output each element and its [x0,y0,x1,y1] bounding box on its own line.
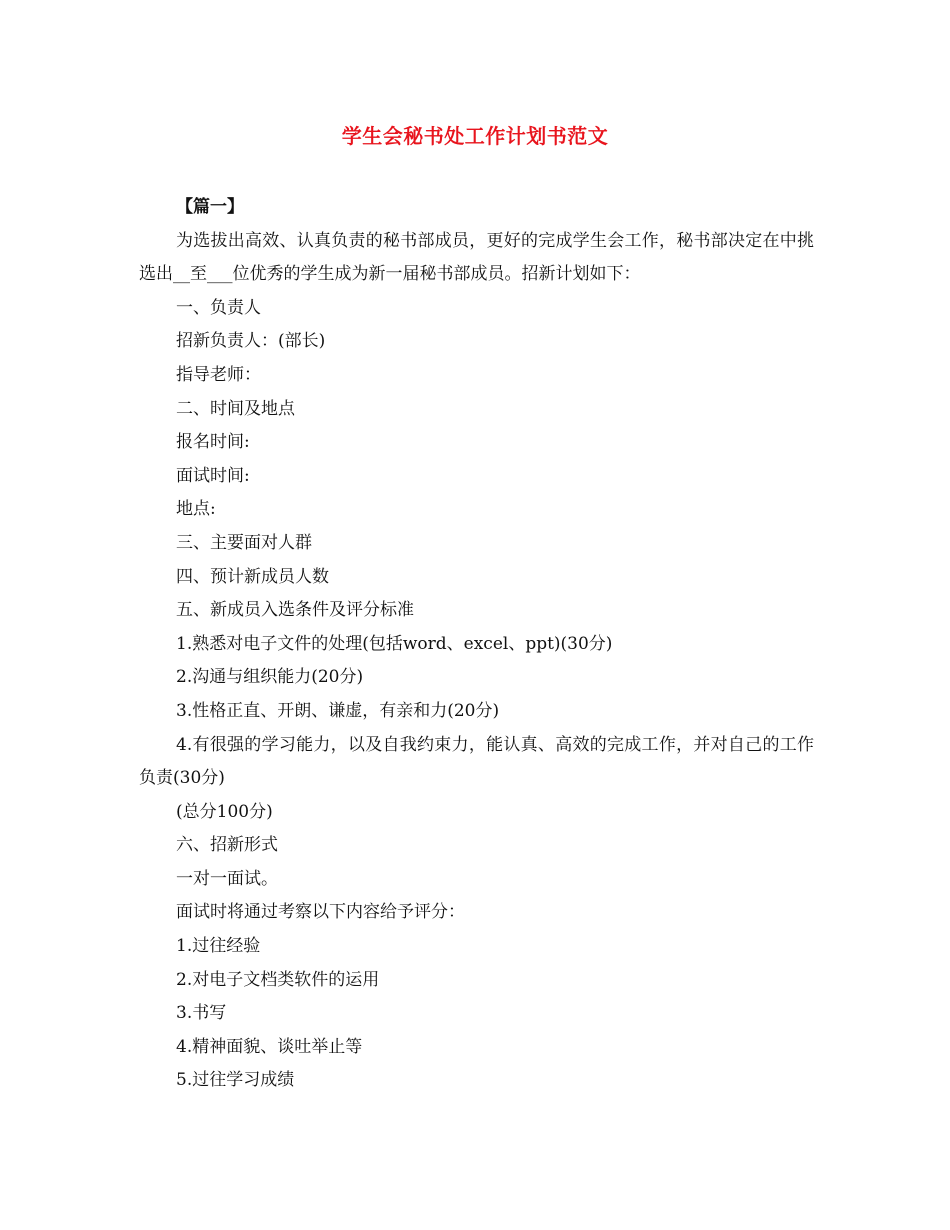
recruitment-lead-line: 招新负责人：(部长) [176,331,326,352]
section-heading-time-place: 二、时间及地点 [176,398,295,419]
interview-time-line: 面试时间: [176,465,250,486]
evaluation-item: 5.过往学习成绩 [176,1070,295,1091]
section-heading-target-group: 三、主要面对人群 [176,532,312,553]
total-score-line: (总分100分) [176,801,273,822]
evaluation-item: 3.书写 [176,1003,227,1024]
criteria-item: 4.有很强的学习能力，以及自我约束力，能认真、高效的完成工作，并对自己的工作负责(30分) [139,734,814,789]
criteria-item: 3.性格正直、开朗、谦虚，有亲和力(20分) [176,700,500,721]
registration-time-line: 报名时间: [176,432,250,453]
evaluation-item: 4.精神面貌、谈吐举止等 [176,1036,363,1057]
section-heading-person-in-charge: 一、负责人 [176,297,261,318]
format-line: 一对一面试。 [176,868,278,889]
evaluation-item: 2.对电子文档类软件的运用 [176,969,380,990]
section-label-part-one: 【篇一】 [176,197,244,217]
evaluation-intro-line: 面试时将通过考察以下内容给予评分： [176,902,465,923]
location-line: 地点: [176,499,216,520]
intro-paragraph: 为选拔出高效、认真负责的秘书部成员，更好的完成学生会工作，秘书部决定在中挑选出__至___位优秀的学生成为新一届秘书部成员。招新计划如下： [139,230,814,285]
section-heading-criteria: 五、新成员入选条件及评分标准 [176,600,414,621]
document-title: 学生会秘书处工作计划书范文 [341,124,609,148]
criteria-item: 2.沟通与组织能力(20分) [176,667,364,688]
advisor-line: 指导老师： [176,364,261,385]
criteria-item: 1.熟悉对电子文件的处理(包括word、excel、ppt)(30分) [176,633,613,654]
section-heading-expected-count: 四、预计新成员人数 [176,566,329,587]
evaluation-item: 1.过往经验 [176,936,261,957]
section-heading-format: 六、招新形式 [176,835,278,856]
document-body [139,191,814,1098]
